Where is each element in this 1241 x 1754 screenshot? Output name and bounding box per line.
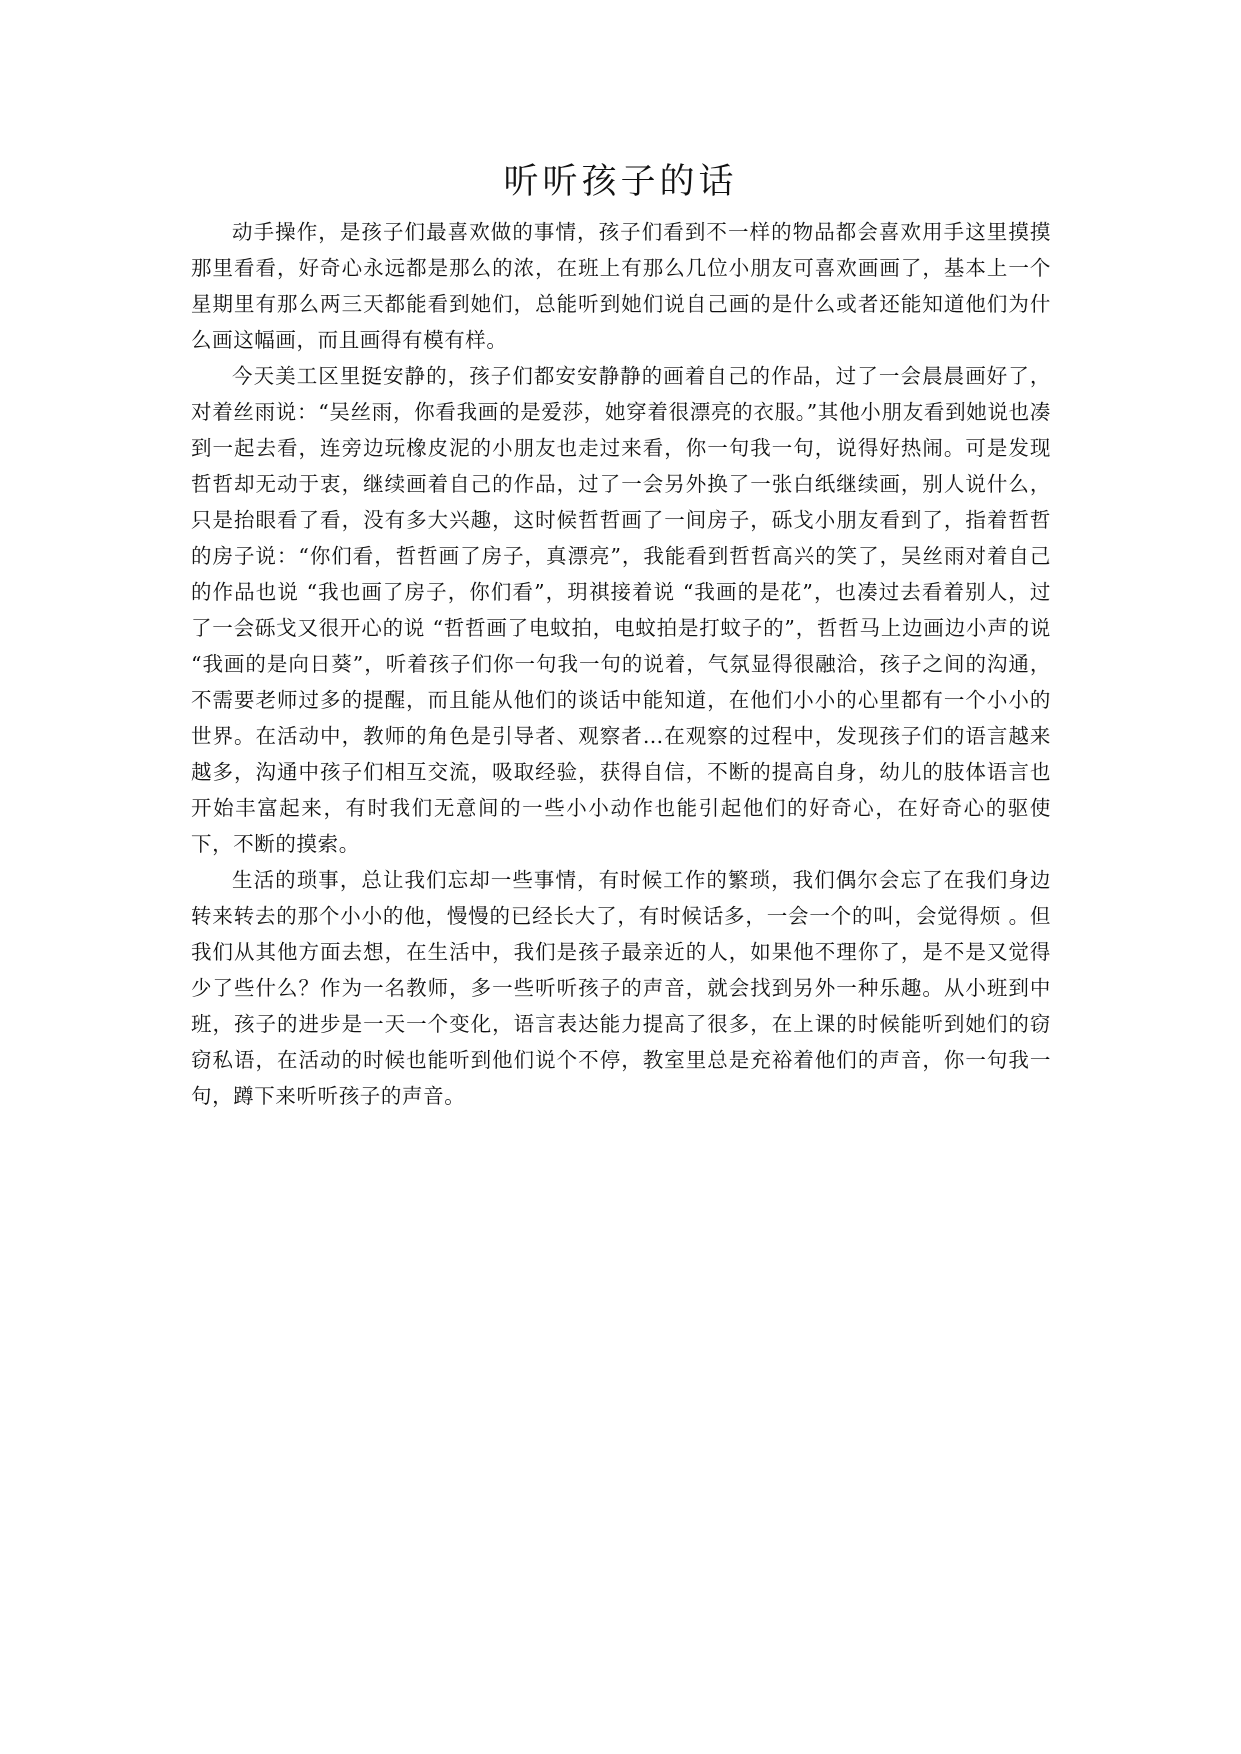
paragraph-1: 动手操作，是孩子们最喜欢做的事情，孩子们看到不一样的物品都会喜欢用手这里摸摸那里看看，好奇心永远都是那么的浓，在班上有那么几位小朋友可喜欢画画了，基本上一个星期里有那么两三天都能看到她们，总能听到她们说自己画的是什么或者还能知道他们为什么画这幅画，而且画得有模有样。 [191,220,1051,352]
paragraph-2: 今天美工区里挺安静的，孩子们都安安静静的画着自己的作品，过了一会晨晨画好了，对着丝雨说：“吴丝雨，你看我画的是爱莎，她穿着很漂亮的衣服。”其他小朋友看到她说也凑到一起去看，连旁边玩橡皮泥的小朋友也走过来看，你一句我一句，说得好热闹。可是发现哲哲却无动于衷，继续画着自己的作品，过了一会另外换了一张白纸继续画，别人说什么，只是抬眼看了看，没有多大兴趣，这时候哲哲画了一间房子，砾戈小朋友看到了，指着哲哲的房子说：“你们看，哲哲画了房子，真漂亮”，我能看到哲哲高兴的笑了，吴丝雨对着自己的作品也说 “我也画了房子，你们看”，玥祺接着说 “我画的是花”，也凑过去看着别人，过了一会砾戈又很开心的说 “哲哲画了电蚊拍，电蚊拍是打蚊子的”，哲哲马上边画边小声的说 “我画的是向日葵”，听着孩子们你一句我一句的说着，气氛显得很融洽，孩子之间的沟通，不需要老师过多的提醒，而且能从他们的谈话中能知道，在他们小小的心里都有一个小小的世界。在活动中，教师的角色是引导者、观察者…在观察的过程中，发现孩子们的语言越来越多，沟通中孩子们相互交流，吸取经验，获得自信，不断的提高自身，幼儿的肢体语言也开始丰富起来，有时我们无意间的一些小小动作也能引起他们的好奇心，在好奇心的驱使下，不断的摸索。 [191,364,1051,856]
document-title: 听听孩子的话 [503,162,738,202]
paragraph-3: 生活的琐事，总让我们忘却一些事情，有时候工作的繁琐，我们偶尔会忘了在我们身边转来转去的那个小小的他，慢慢的已经长大了，有时候话多，一会一个的叫，会觉得烦 。但我们从其他方面去想，在生活中，我们是孩子最亲近的人，如果他不理你了，是不是又觉得少了些什么？作为一名教师，多一些听听孩子的声音，就会找到另外一种乐趣。从小班到中班，孩子的进步是一天一个变化，语言表达能力提高了很多，在上课的时候能听到她们的窃窃私语，在活动的时候也能听到他们说个不停，教室里总是充裕着他们的声音，你一句我一句，蹲下来听听孩子的声音。 [191,868,1051,1108]
document-body [191,214,1051,1114]
